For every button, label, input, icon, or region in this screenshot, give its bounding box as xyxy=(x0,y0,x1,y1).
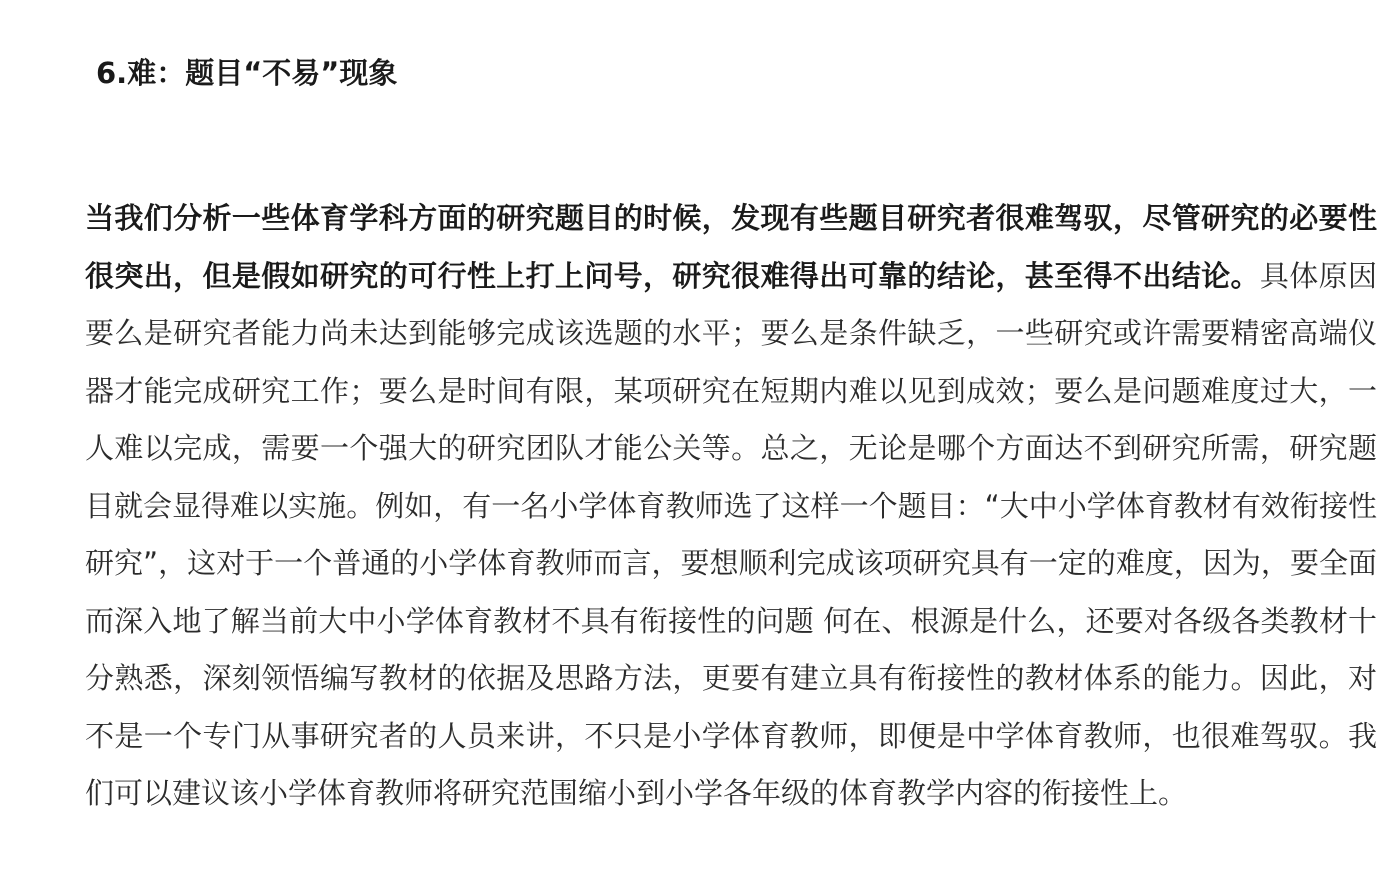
bold-lead-text: 当我们分析一些体育学科方面的研究题目的时候，发现有些题目研究者很难驾驭，尽管研究的必要性很突出，但是假如研究的可行性上打上问号，研究很难得出可靠的结论，甚至得不出结论。 xyxy=(85,201,1377,293)
body-text: 具体原因要么是研究者能力尚未达到能够完成该选题的水平；要么是条件缺乏，一些研究或许需要精密高端仪器才能完成研究工作；要么是时间有限，某项研究在短期内难以见到成效；要么是问题难度过大，一人难以完成，需要一个强大的研究团队才能公关等。总之，无论是哪个方面达不到研究所需，研究题目就会显得难以实施。例如，有一名小学体育教师选了这样一个题目：“大中小学体育教材有效衔接性研究”，这对于一个普通的小学体育教师而言，要想顺利完成该项研究具有一定的难度，因为，要全面而深入地了解当前大中小学体育教材不具有衔接性的问题 何在、根源是什么，还要对各级各类教材十分熟悉，深刻领悟编写教材的依据及思路方法，更要有建立具有衔接性的教材体系的能力。因此，对不是一个专门从事研究者的人员来讲，不只是小学体育教师，即便是中学体育教师，也很难驾驭。我们可以建议该小学体育教师将研究范围缩小到小学各年级的体育教学内容的衔接性上。 xyxy=(85,258,1377,810)
article-paragraph xyxy=(85,190,1377,823)
section-heading: 6.难：题目“不易”现象 xyxy=(96,56,398,90)
